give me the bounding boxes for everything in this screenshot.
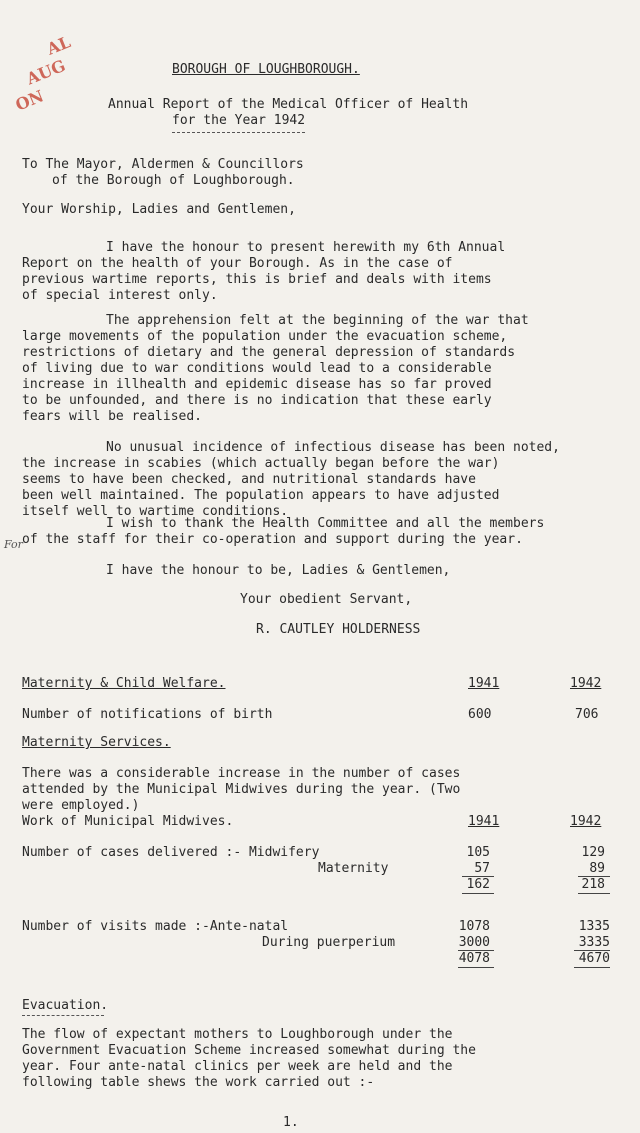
work-year-1942: 1942: [570, 814, 602, 829]
total-visits-1941: 4078: [458, 951, 490, 966]
puerperium-label: During puerperium: [262, 935, 396, 950]
para1-line: previous wartime reports, this is brief and deals with items: [22, 272, 492, 287]
report-title-line2: for the Year 1942: [172, 113, 306, 128]
margin-note: For: [4, 538, 23, 551]
midwifery-1942: 129: [581, 845, 605, 860]
para3-line: been well maintained. The population appears to have adjusted: [22, 488, 500, 503]
total-cases-1941: 162: [466, 877, 490, 892]
evacuation-underline: [22, 1015, 104, 1016]
notifications-1941: 600: [468, 707, 492, 722]
services-text-line: were employed.): [22, 798, 140, 813]
work-year-1941: 1941: [468, 814, 500, 829]
evacuation-text-line: Government Evacuation Scheme increased somewhat during the: [22, 1043, 476, 1058]
maternity-1941: 57: [474, 861, 490, 876]
notifications-label: Number of notifications of birth: [22, 707, 273, 722]
total-cases-1942: 218: [581, 877, 605, 892]
para2-line: The apprehension felt at the beginning of the war that: [106, 313, 529, 328]
puerperium-1941: 3000: [458, 935, 490, 950]
puerperium-1942: 3335: [578, 935, 610, 950]
borough-heading: BOROUGH OF LOUGHBOROUGH.: [172, 62, 360, 77]
evacuation-text-line: following table shews the work carried out :-: [22, 1075, 375, 1090]
delivered-label: Number of cases delivered :- Midwifery: [22, 845, 320, 860]
closing-servant: Your obedient Servant,: [240, 592, 413, 607]
services-text-line: There was a considerable increase in the number of cases: [22, 766, 461, 781]
para1-line: of special interest only.: [22, 288, 218, 303]
total-visits-1942: 4670: [578, 951, 610, 966]
para3-line: itself well to wartime conditions.: [22, 504, 289, 519]
antenatal-1941: 1078: [458, 919, 490, 934]
antenatal-1942: 1335: [578, 919, 610, 934]
para4-line: I wish to thank the Health Committee and all the members: [106, 516, 545, 531]
evacuation-text-line: year. Four ante-natal clinics per week are held and the: [22, 1059, 453, 1074]
para3-line: the increase in scabies (which actually began before the war): [22, 456, 500, 471]
closing-line: I have the honour to be, Ladies & Gentlemen,: [106, 563, 451, 578]
page-number: 1.: [283, 1115, 299, 1130]
services-heading: Maternity Services.: [22, 735, 171, 750]
maternity-year-1941: 1941: [468, 676, 500, 691]
para2-line: restrictions of dietary and the general depression of standards: [22, 345, 516, 360]
midwifery-1941: 105: [466, 845, 490, 860]
services-text-line: attended by the Municipal Midwives during the year. (Two: [22, 782, 461, 797]
para1-line: Report on the health of your Borough. As in the case of: [22, 256, 453, 271]
salutation-line2: of the Borough of Loughborough.: [52, 173, 295, 188]
signature: R. CAUTLEY HOLDERNESS: [256, 622, 421, 637]
para3-line: No unusual incidence of infectious disease has been noted,: [106, 440, 560, 455]
visits-total-rule: [458, 967, 494, 968]
title-divider: [172, 132, 305, 133]
salutation-greeting: Your Worship, Ladies and Gentlemen,: [22, 202, 296, 217]
evacuation-heading: Evacuation.: [22, 998, 109, 1013]
maternity-1942: 89: [589, 861, 605, 876]
maternity-heading: Maternity & Child Welfare.: [22, 676, 226, 691]
para1-line: I have the honour to present herewith my 6th Annual: [106, 240, 506, 255]
cases-total-rule: [578, 893, 610, 894]
para2-line: large movements of the population under the evacuation scheme,: [22, 329, 508, 344]
maternity-label: Maternity: [318, 861, 389, 876]
para2-line: to be unfounded, and there is no indication that these early: [22, 393, 492, 408]
para4-line: of the staff for their co-operation and support during the year.: [22, 532, 523, 547]
library-stamp: AL AUG ON: [12, 32, 74, 115]
notifications-1942: 706: [575, 707, 599, 722]
visits-label: Number of visits made :-Ante-natal: [22, 919, 289, 934]
evacuation-text-line: The flow of expectant mothers to Loughborough under the: [22, 1027, 453, 1042]
para2-line: increase in illhealth and epidemic disease has so far proved: [22, 377, 492, 392]
cases-total-rule: [462, 893, 494, 894]
report-title-line1: Annual Report of the Medical Officer of Health: [108, 97, 469, 112]
salutation-line1: To The Mayor, Aldermen & Councillors: [22, 157, 304, 172]
para2-line: of living due to war conditions would lead to a considerable: [22, 361, 492, 376]
para2-line: fears will be realised.: [22, 409, 203, 424]
work-label: Work of Municipal Midwives.: [22, 814, 234, 829]
visits-total-rule: [574, 967, 610, 968]
para3-line: seems to have been checked, and nutritional standards have: [22, 472, 476, 487]
maternity-year-1942: 1942: [570, 676, 602, 691]
